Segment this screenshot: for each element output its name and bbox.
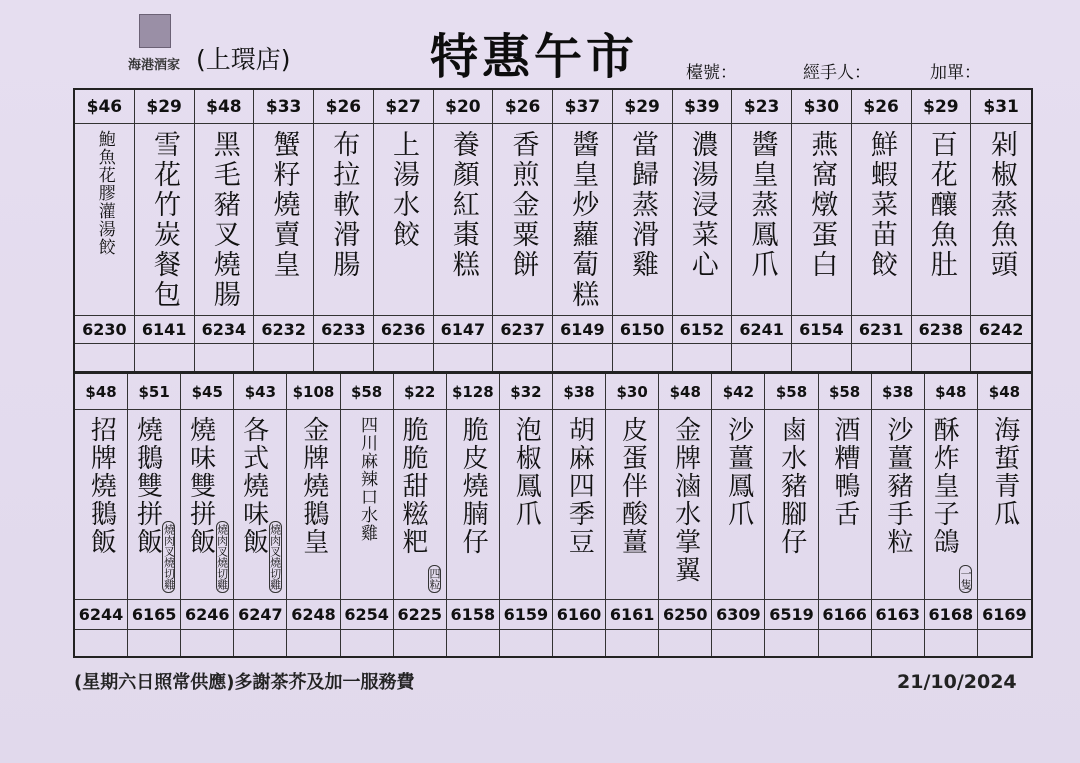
order-quantity-cell[interactable] bbox=[234, 630, 287, 656]
order-quantity-cell[interactable] bbox=[75, 630, 128, 656]
item-price: $38 bbox=[872, 374, 925, 410]
item-code: 6160 bbox=[553, 600, 606, 630]
item-price: $26 bbox=[314, 90, 374, 124]
item-code: 6158 bbox=[447, 600, 500, 630]
order-quantity-cell[interactable] bbox=[553, 630, 606, 656]
item-name-cell bbox=[500, 410, 553, 600]
item-name-cell bbox=[195, 124, 255, 316]
item-code: 6234 bbox=[195, 316, 255, 344]
order-quantity-cell[interactable] bbox=[925, 630, 978, 656]
item-name: 沙薑鳳爪 bbox=[723, 416, 754, 528]
order-quantity-cell[interactable] bbox=[341, 630, 394, 656]
item-name-cell bbox=[613, 124, 673, 316]
order-quantity-cell[interactable] bbox=[819, 630, 872, 656]
item-name-cell bbox=[606, 410, 659, 600]
order-quantity-cell[interactable] bbox=[500, 630, 553, 656]
item-price: $30 bbox=[792, 90, 852, 124]
item-price: $48 bbox=[195, 90, 255, 124]
item-price: $42 bbox=[712, 374, 765, 410]
item-code: 6232 bbox=[254, 316, 314, 344]
item-name-cell bbox=[925, 410, 978, 600]
item-code: 6150 bbox=[613, 316, 673, 344]
order-quantity-cell[interactable] bbox=[872, 630, 925, 656]
item-name-cell bbox=[75, 410, 128, 600]
footer-note: (星期六日照常供應)多謝茶芥及加一服務費 bbox=[74, 672, 415, 693]
order-quantity-cell[interactable] bbox=[287, 630, 340, 656]
item-price: $128 bbox=[447, 374, 500, 410]
item-code: 6241 bbox=[732, 316, 792, 344]
order-quantity-cell[interactable] bbox=[912, 344, 972, 371]
item-name-cell bbox=[872, 410, 925, 600]
item-price: $48 bbox=[75, 374, 128, 410]
item-code: 6168 bbox=[925, 600, 978, 630]
item-price: $31 bbox=[971, 90, 1031, 124]
logo-text: 海港酒家 bbox=[127, 58, 180, 73]
item-code: 6154 bbox=[792, 316, 852, 344]
item-code: 6165 bbox=[128, 600, 181, 630]
item-price: $39 bbox=[673, 90, 733, 124]
item-name: 雪花竹炭餐包 bbox=[148, 130, 180, 310]
order-quantity-cell[interactable] bbox=[712, 630, 765, 656]
item-name: 醬皇蒸鳳爪 bbox=[746, 130, 778, 280]
item-code: 6242 bbox=[971, 316, 1031, 344]
item-name-cell bbox=[135, 124, 195, 316]
item-code: 6149 bbox=[553, 316, 613, 344]
item-name: 布拉軟滑腸 bbox=[328, 130, 360, 280]
item-code: 6244 bbox=[75, 600, 128, 630]
item-name-cell bbox=[852, 124, 912, 316]
item-price: $45 bbox=[181, 374, 234, 410]
item-name-cell bbox=[659, 410, 712, 600]
order-quantity-cell[interactable] bbox=[314, 344, 374, 371]
order-quantity-cell[interactable] bbox=[613, 344, 673, 371]
item-price: $46 bbox=[75, 90, 135, 124]
footer-date: 21/10/2024 bbox=[897, 671, 1017, 693]
order-quantity-cell[interactable] bbox=[732, 344, 792, 371]
page-title: 特惠午市 bbox=[430, 29, 639, 85]
bottom-menu-table bbox=[73, 372, 1033, 658]
item-name: 脆脆甜糍粑 bbox=[398, 416, 428, 556]
item-name: 金牌滷水掌翼 bbox=[670, 416, 701, 584]
item-code: 6141 bbox=[135, 316, 195, 344]
order-quantity-cell[interactable] bbox=[394, 630, 447, 656]
item-name-cell bbox=[447, 410, 500, 600]
item-name: 酥炸皇子鴿 bbox=[929, 416, 960, 556]
order-quantity-cell[interactable] bbox=[553, 344, 613, 371]
logo-emblem-icon bbox=[139, 14, 171, 48]
order-quantity-cell[interactable] bbox=[852, 344, 912, 371]
item-name: 四川麻辣口水雞 bbox=[356, 416, 377, 542]
item-price: $29 bbox=[912, 90, 972, 124]
item-name-cell bbox=[394, 410, 447, 600]
item-price: $48 bbox=[978, 374, 1031, 410]
item-code: 6233 bbox=[314, 316, 374, 344]
item-name: 養顏紅棗糕 bbox=[447, 130, 479, 280]
item-price: $58 bbox=[341, 374, 394, 410]
item-name-cell bbox=[234, 410, 287, 600]
item-price: $48 bbox=[659, 374, 712, 410]
handler-label: 經手人： bbox=[803, 63, 871, 83]
order-quantity-cell[interactable] bbox=[135, 344, 195, 371]
order-quantity-cell[interactable] bbox=[75, 344, 135, 371]
item-name-cell bbox=[493, 124, 553, 316]
item-code: 6230 bbox=[75, 316, 135, 344]
item-code: 6237 bbox=[493, 316, 553, 344]
item-price: $20 bbox=[434, 90, 494, 124]
item-name-cell bbox=[971, 124, 1031, 316]
order-quantity-cell[interactable] bbox=[374, 344, 434, 371]
item-name-cell bbox=[553, 410, 606, 600]
item-code: 6152 bbox=[673, 316, 733, 344]
item-name: 海蜇青瓜 bbox=[989, 416, 1020, 528]
item-note: 一隻 bbox=[959, 565, 972, 593]
order-quantity-cell[interactable] bbox=[128, 630, 181, 656]
item-price: $48 bbox=[925, 374, 978, 410]
item-code: 6247 bbox=[234, 600, 287, 630]
item-name: 酒糟鴨舌 bbox=[829, 416, 860, 528]
item-code: 6147 bbox=[434, 316, 494, 344]
item-price: $33 bbox=[254, 90, 314, 124]
order-quantity-cell[interactable] bbox=[181, 630, 234, 656]
order-quantity-cell[interactable] bbox=[493, 344, 553, 371]
item-price: $29 bbox=[613, 90, 673, 124]
item-name: 百花釀魚肚 bbox=[925, 130, 957, 280]
item-code: 6236 bbox=[374, 316, 434, 344]
item-name-cell bbox=[819, 410, 872, 600]
item-name: 燒味雙拼飯 bbox=[185, 416, 216, 556]
item-price: $37 bbox=[553, 90, 613, 124]
item-name: 濃湯浸菜心 bbox=[686, 130, 718, 280]
order-quantity-cell[interactable] bbox=[606, 630, 659, 656]
item-code: 6169 bbox=[978, 600, 1031, 630]
item-name: 沙薑豬手粒 bbox=[883, 416, 913, 556]
item-note: 燒肉叉燒切雞 bbox=[269, 521, 282, 593]
item-price: $51 bbox=[128, 374, 181, 410]
restaurant-logo bbox=[119, 14, 189, 76]
item-name: 皮蛋伴酸薑 bbox=[617, 416, 648, 556]
order-quantity-cell[interactable] bbox=[254, 344, 314, 371]
branch-name: (上環店) bbox=[196, 45, 291, 74]
order-quantity-cell[interactable] bbox=[673, 344, 733, 371]
item-name: 燕窩燉蛋白 bbox=[806, 130, 838, 280]
table-number-label: 檯號： bbox=[686, 63, 737, 83]
item-name-cell bbox=[314, 124, 374, 316]
item-price: $38 bbox=[553, 374, 606, 410]
item-name: 上湯水餃 bbox=[387, 130, 419, 250]
item-name-cell bbox=[128, 410, 181, 600]
item-price: $29 bbox=[135, 90, 195, 124]
item-code: 6225 bbox=[394, 600, 447, 630]
order-quantity-cell[interactable] bbox=[434, 344, 494, 371]
item-code: 6250 bbox=[659, 600, 712, 630]
item-price: $30 bbox=[606, 374, 659, 410]
item-price: $22 bbox=[394, 374, 447, 410]
item-code: 6254 bbox=[341, 600, 394, 630]
item-code: 6519 bbox=[765, 600, 818, 630]
item-price: $58 bbox=[765, 374, 818, 410]
item-name-cell bbox=[765, 410, 818, 600]
item-name-cell bbox=[254, 124, 314, 316]
item-name-cell bbox=[181, 410, 234, 600]
order-quantity-cell[interactable] bbox=[447, 630, 500, 656]
item-name-cell bbox=[75, 124, 135, 316]
top-menu-table bbox=[73, 88, 1033, 373]
item-name: 香煎金粟餅 bbox=[507, 130, 539, 280]
order-quantity-cell[interactable] bbox=[971, 344, 1031, 371]
item-code: 6309 bbox=[712, 600, 765, 630]
item-name: 剁椒蒸魚頭 bbox=[985, 130, 1017, 280]
order-quantity-cell[interactable] bbox=[659, 630, 712, 656]
item-name: 鮑魚花膠灌湯餃 bbox=[94, 130, 115, 256]
item-name-cell bbox=[978, 410, 1031, 600]
item-price: $108 bbox=[287, 374, 340, 410]
extra-order-label: 加單： bbox=[930, 63, 981, 83]
item-name: 黑毛豬叉燒腸 bbox=[208, 130, 240, 310]
item-name-cell bbox=[912, 124, 972, 316]
order-quantity-cell[interactable] bbox=[792, 344, 852, 371]
item-name: 金牌燒鵝皇 bbox=[298, 416, 329, 556]
item-price: $26 bbox=[493, 90, 553, 124]
item-price: $43 bbox=[234, 374, 287, 410]
item-name-cell bbox=[712, 410, 765, 600]
item-name: 招牌燒鵝飯 bbox=[86, 416, 117, 556]
order-quantity-cell[interactable] bbox=[765, 630, 818, 656]
item-name: 胡麻四季豆 bbox=[564, 416, 595, 556]
item-code: 6166 bbox=[819, 600, 872, 630]
item-name-cell bbox=[287, 410, 340, 600]
item-name-cell bbox=[341, 410, 394, 600]
item-price: $26 bbox=[852, 90, 912, 124]
item-note: 四粒 bbox=[428, 565, 441, 593]
item-name: 燒鵝雙拼飯 bbox=[132, 416, 163, 556]
item-code: 6161 bbox=[606, 600, 659, 630]
item-name-cell bbox=[374, 124, 434, 316]
item-name-cell bbox=[434, 124, 494, 316]
item-name-cell bbox=[553, 124, 613, 316]
item-code: 6163 bbox=[872, 600, 925, 630]
item-name: 泡椒鳳爪 bbox=[511, 416, 542, 528]
order-quantity-cell[interactable] bbox=[195, 344, 255, 371]
item-code: 6238 bbox=[912, 316, 972, 344]
order-quantity-cell[interactable] bbox=[978, 630, 1031, 656]
item-price: $32 bbox=[500, 374, 553, 410]
item-code: 6159 bbox=[500, 600, 553, 630]
item-price: $23 bbox=[732, 90, 792, 124]
item-note: 燒肉叉燒切雞 bbox=[162, 521, 175, 593]
item-name-cell bbox=[673, 124, 733, 316]
item-code: 6246 bbox=[181, 600, 234, 630]
item-note: 燒肉叉燒切雞 bbox=[216, 521, 229, 593]
item-code: 6231 bbox=[852, 316, 912, 344]
item-name: 當歸蒸滑雞 bbox=[626, 130, 658, 280]
item-name: 各式燒味飯 bbox=[238, 416, 269, 556]
item-name-cell bbox=[732, 124, 792, 316]
item-name: 鹵水豬腳仔 bbox=[776, 416, 807, 556]
item-name-cell bbox=[792, 124, 852, 316]
item-code: 6248 bbox=[287, 600, 340, 630]
item-name: 脆皮燒腩仔 bbox=[458, 416, 489, 556]
item-name: 鮮蝦菜苗餃 bbox=[865, 130, 897, 280]
item-name: 醬皇炒蘿蔔糕 bbox=[567, 130, 599, 310]
item-price: $27 bbox=[374, 90, 434, 124]
item-name: 蟹籽燒賣皇 bbox=[268, 130, 300, 280]
item-price: $58 bbox=[819, 374, 872, 410]
